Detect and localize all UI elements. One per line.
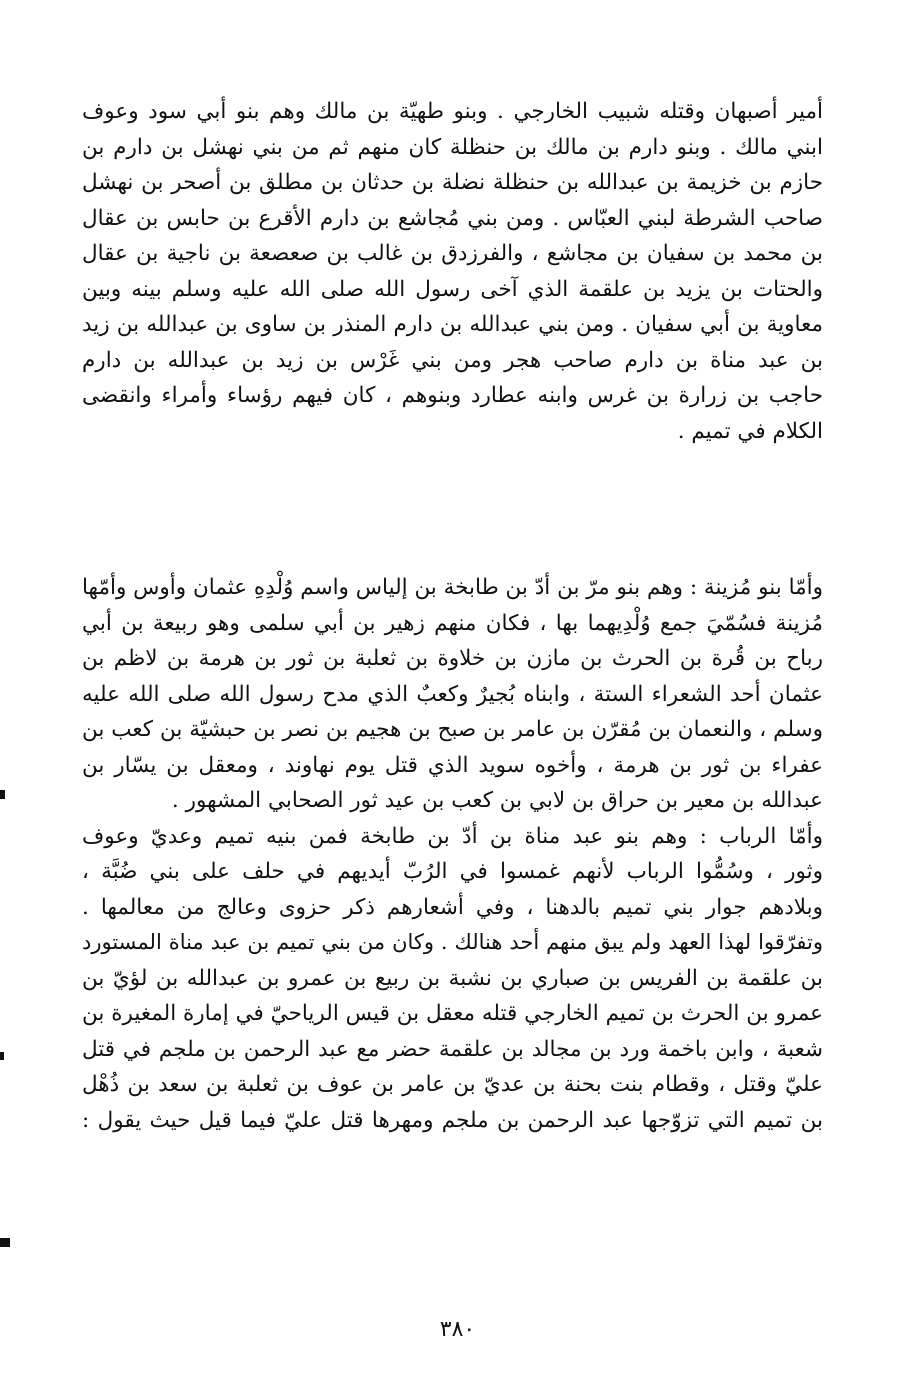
- text-line: شعبة ، وابن باخمة ورد بن مجالد بن علقمة حضر مع عبد الرحمن بن ملجم في قتل: [82, 1036, 823, 1062]
- text-line: مُزينة فسُمّيَ جمع وُلْدِيهما بها ، فكان منهم زهير بن أبي سلمى وهو ربيعة بن أبي: [82, 610, 823, 636]
- text-line: والحتات بن يزيد بن علقمة الذي آخى رسول الله صلى الله عليه وسلم بينه وبين: [82, 276, 823, 302]
- text-line: رباح بن قُرة بن الحرث بن مازن بن خلاوة بن ثعلبة بن ثور بن هرمة بن لاظم بن: [82, 646, 823, 671]
- paragraph-muzayna-rabab: [82, 570, 823, 1138]
- text-line: حازم بن خزيمة بن عبدالله بن حنظلة نضلة بن حدثان بن مطلق بن أصحر بن نهشل: [82, 170, 823, 195]
- scan-margin-mark: [0, 790, 5, 799]
- text-line: أمير أصبهان وقتله شبيب الخارجي . وبنو طهيّة بن مالك وهم بنو أبي سود وعوف: [82, 99, 823, 124]
- text-line: عثمان أحد الشعراء الستة ، وابناه بُجيرٌ وكعبٌ الذي مدح رسول الله صلى الله عليه: [82, 681, 823, 707]
- text-line: عليّ وقتل ، وقطام بنت بحنة بن عديّ بن عامر بن عوف بن ثعلبة بن سعد بن ذُهْل: [82, 1072, 823, 1097]
- text-line: معاوية بن أبي سفيان . ومن بني عبدالله بن دارم المنذر بن ساوى بن عبدالله بن زيد: [82, 312, 823, 337]
- text-line: وأمّا الرباب : وهم بنو عبد مناة بن أدّ بن طابخة فمن بنيه تميم وعديّ وعوف: [82, 823, 823, 849]
- text-line: بن عبد مناة بن دارم صاحب هجر ومن بني غَرْس بن زيد بن عبدالله بن دارم: [82, 347, 823, 373]
- text-line: وسلم ، والنعمان بن مُقرّن بن عامر بن صبح بن هجيم بن نصر بن حبشيّة بن كعب بن: [82, 717, 823, 742]
- text-line: ابني مالك . وبنو دارم بن مالك بن حنظلة كان منهم ثم من بني نهشل بن دارم بن: [82, 134, 823, 160]
- text-line: بن علقمة بن الفريس بن صباري بن نشبة بن ربيع بن عمرو بن عبدالله بن لؤيّ بن: [82, 965, 823, 991]
- text-line: حاجب بن زرارة بن غرس وابنه عطارد وبنوهم ، كان فيهم رؤساء وأمراء وانقضى: [82, 383, 823, 408]
- text-line: صاحب الشرطة لبني العبّاس . ومن بني مُجاشع بن دارم الأقرع بن حابس بن عقال: [82, 205, 823, 231]
- text-line: وثور ، وسُمُّوا الرباب لأنهم غمسوا في الرُبّ أيديهم في حلف على بني ضُبَّة ،: [82, 859, 823, 884]
- text-line: عمرو بن الحرث بن تميم الخارجي قتله معقل بن قيس الرياحيّ في إمارة المغيرة بن: [82, 1001, 823, 1026]
- text-line: الكلام في تميم .: [677, 418, 823, 444]
- text-line: وأمّا بنو مُزينة : وهم بنو مرّ بن أدّ بن طابخة بن إلياس واسم وُلْدِهِ عثمان وأوس وأمّها: [82, 575, 823, 600]
- text-line: عفراء بن ثور بن هرمة ، وأخوه سويد الذي قتل يوم نهاوند ، ومعقل بن يسّار بن: [82, 752, 823, 778]
- text-line: بن محمد بن سفيان بن مجاشع ، والفرزدق بن غالب بن صعصعة بن ناجية بن عقال: [82, 241, 823, 266]
- scan-margin-mark: [0, 1238, 10, 1247]
- text-line: بن تميم التي تزوّجها عبد الرحمن بن ملجم ومهرها قتل عليّ فيما قيل حيث يقول :: [82, 1107, 823, 1133]
- text-line: وبلادهم جوار بني تميم بالدهنا ، وفي أشعارهم ذكر حزوى وعالج من معالمها .: [82, 894, 823, 920]
- scan-margin-mark: [0, 1052, 4, 1060]
- text-line: عبدالله بن معير بن حراق بن لابي بن كعب بن عيد ثور الصحابي المشهور .: [171, 788, 823, 813]
- page-number: ٣٨٠: [439, 1317, 476, 1342]
- text-line: وتفرّقوا لهذا العهد ولم يبق منهم أحد هنالك . وكان من بني تميم بن عبد مناة المستورد: [82, 930, 823, 954]
- paragraph-tamim: [82, 94, 823, 449]
